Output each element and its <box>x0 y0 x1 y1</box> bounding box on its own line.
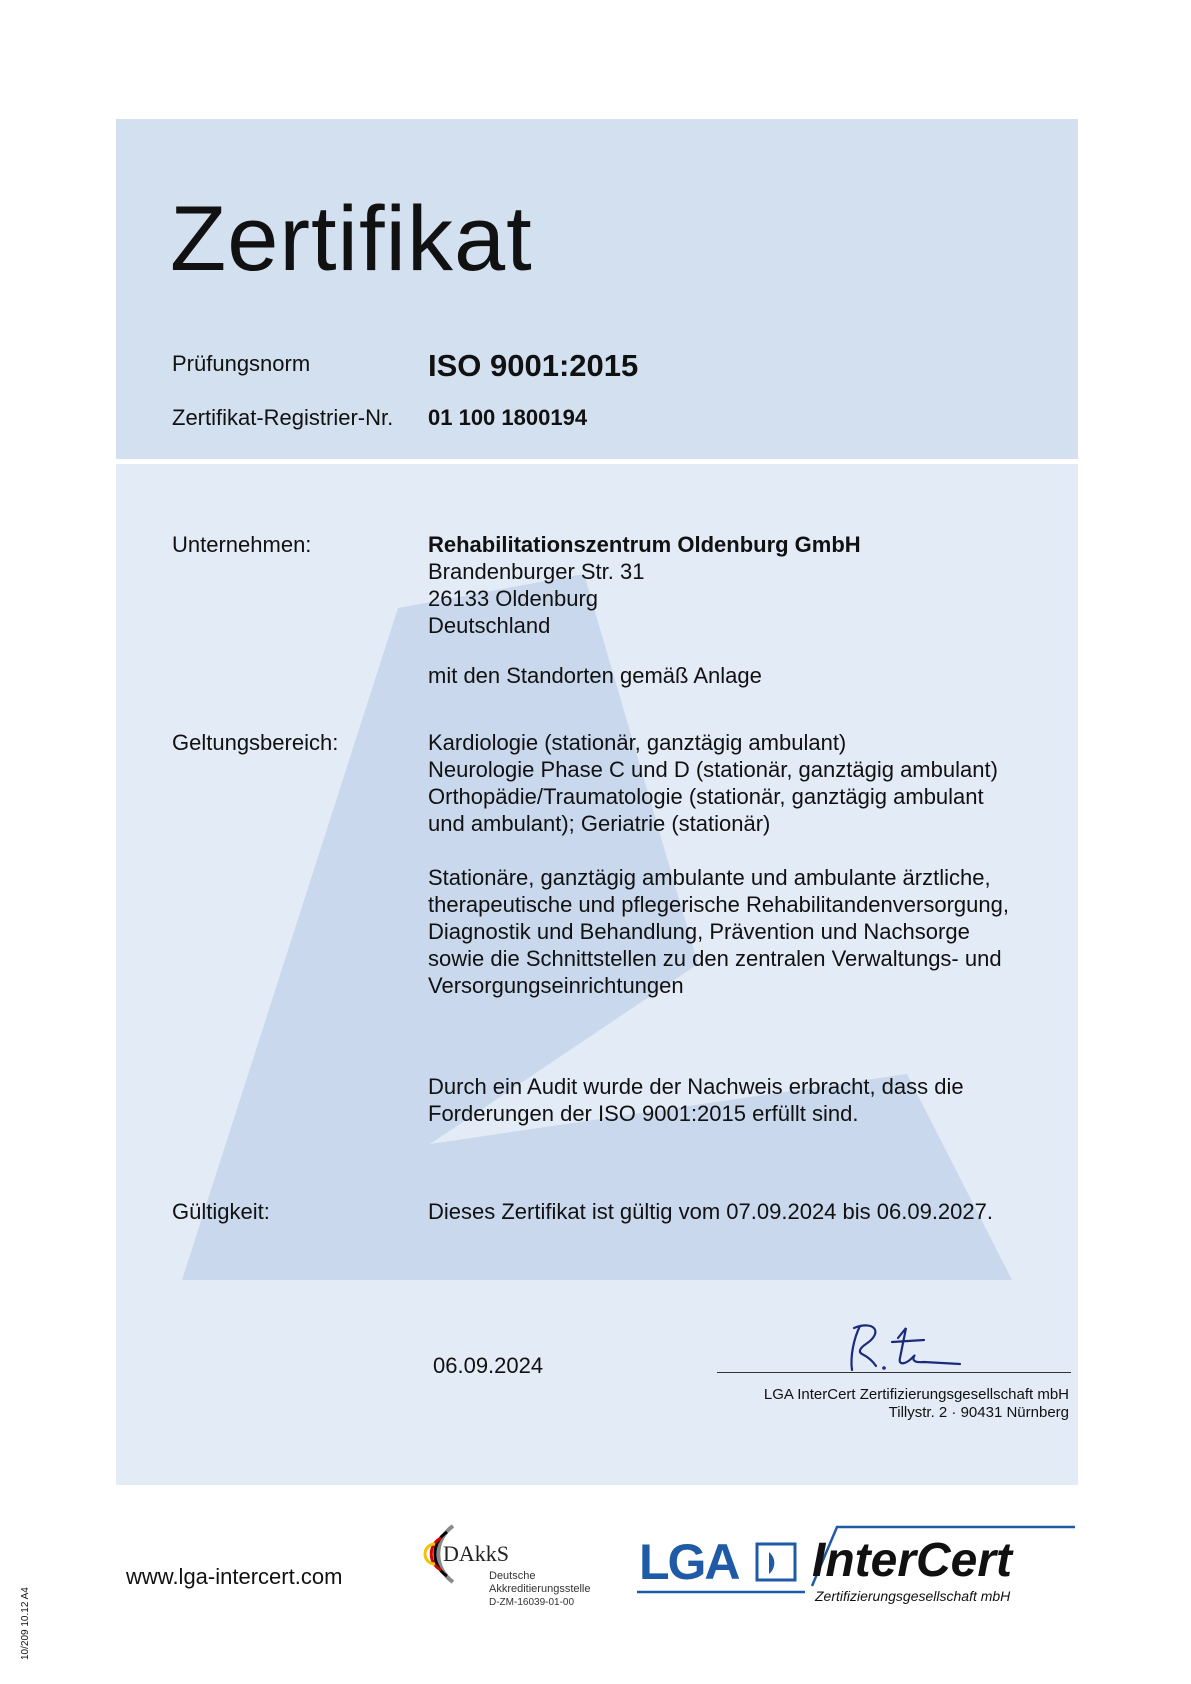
scope-line: Kardiologie (stationär, ganztägig ambulant) <box>428 730 847 755</box>
dakks-brand: DAkkS <box>443 1541 510 1566</box>
audit-statement <box>428 1073 1048 1127</box>
scope-desc-line: therapeutische und pflegerische Rehabilitandenversorgung, <box>428 892 1009 917</box>
scope-line: und ambulant); Geriatrie (stationär) <box>428 811 771 836</box>
scope-list <box>428 729 1048 837</box>
scope-desc-line: sowie die Schnittstellen zu den zentralen Verwaltungs- und <box>428 946 1002 971</box>
document-code: 10/209 10.12 A4 <box>20 1587 31 1660</box>
lga-subline: Zertifizierungsgesellschaft mbH <box>815 1588 1011 1604</box>
scope-desc-line: Stationäre, ganztägig ambulante und ambulante ärztliche, <box>428 865 991 890</box>
dakks-line1: Deutsche <box>489 1570 536 1582</box>
registration-value: 01 100 1800194 <box>428 405 588 430</box>
dakks-logo <box>423 1512 609 1612</box>
intercert-brand: InterCert <box>812 1534 1013 1587</box>
company-label: Unternehmen: <box>172 532 312 557</box>
scope-line: Neurologie Phase C und D (stationär, ganztägig ambulant) <box>428 757 998 782</box>
dakks-line2: Akkreditierungsstelle <box>489 1583 591 1595</box>
scope-desc-line: Diagnostik und Behandlung, Prävention und Nachsorge <box>428 919 970 944</box>
lga-brand: LGA <box>639 1534 739 1590</box>
norm-value: ISO 9001:2015 <box>428 348 639 383</box>
company-name: Rehabilitationszentrum Oldenburg GmbH <box>428 532 861 557</box>
scope-label: Geltungsbereich: <box>172 730 339 755</box>
audit-line: Forderungen der ISO 9001:2015 erfüllt sind. <box>428 1101 859 1126</box>
company-country: Deutschland <box>428 613 551 638</box>
scope-desc-line: Versorgungseinrichtungen <box>428 973 684 998</box>
lga-intercert-logo <box>637 1522 1077 1612</box>
company-street: Brandenburger Str. 31 <box>428 559 645 584</box>
scope-line: Orthopädie/Traumatologie (stationär, ganztägig ambulant <box>428 784 984 809</box>
issuer-address: Tillystr. 2 · 90431 Nürnberg <box>888 1404 1069 1421</box>
scope-description <box>428 864 1048 999</box>
registration-label: Zertifikat-Registrier-Nr. <box>172 405 394 430</box>
certificate-title: Zertifikat <box>170 188 533 290</box>
sites-note: mit den Standorten gemäß Anlage <box>428 663 762 688</box>
signature-line <box>717 1372 1071 1373</box>
company-address <box>428 531 1048 639</box>
website-link[interactable]: www.lga-intercert.com <box>126 1564 343 1589</box>
company-city: 26133 Oldenburg <box>428 586 599 611</box>
issue-date: 06.09.2024 <box>433 1353 544 1378</box>
norm-label: Prüfungsnorm <box>172 351 311 376</box>
issuer-name: LGA InterCert Zertifizierungsgesellschaft mbH <box>763 1386 1069 1403</box>
dakks-line3: D-ZM-16039-01-00 <box>489 1597 575 1608</box>
audit-line: Durch ein Audit wurde der Nachweis erbracht, dass die <box>428 1074 964 1099</box>
signature-icon <box>840 1318 990 1376</box>
validity-text: Dieses Zertifikat ist gültig vom 07.09.2024 bis 06.09.2027. <box>428 1199 993 1224</box>
validity-label: Gültigkeit: <box>172 1199 270 1224</box>
